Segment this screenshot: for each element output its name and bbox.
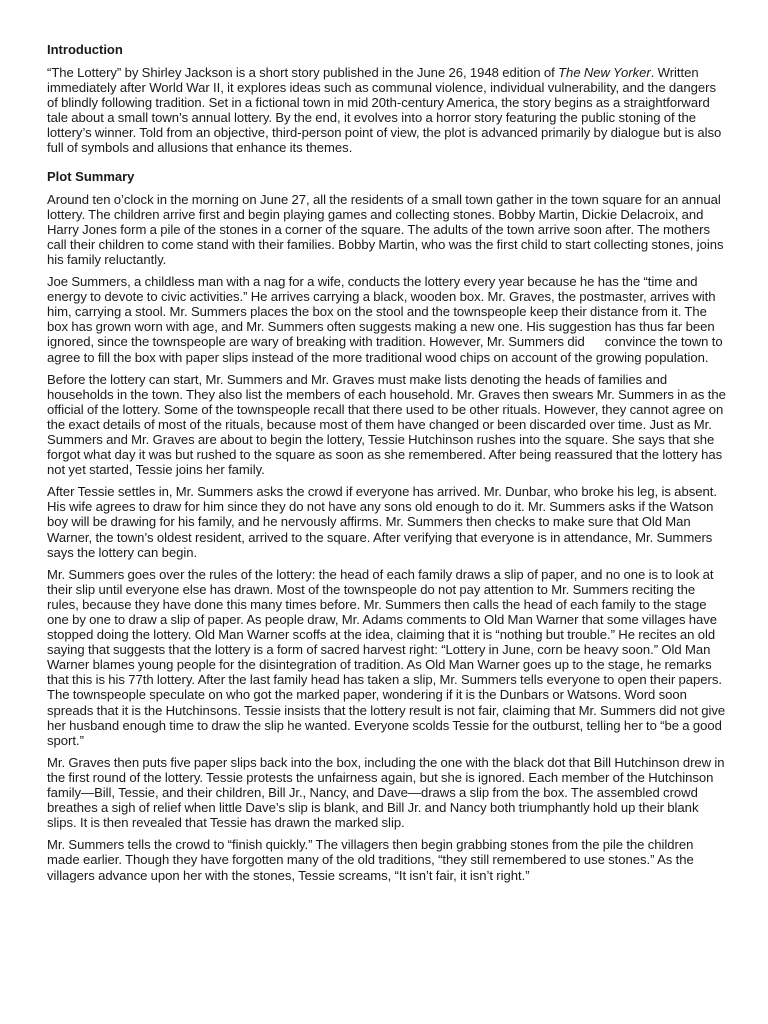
plot-paragraph-4: After Tessie settles in, Mr. Summers asks the crowd if everyone has arrived. Mr. Dunbar, who broke his leg, is absent. His wife agrees to draw for him since they do not have any sons old enough to do it. Mr. Summers asks if the Watson boy will be drawing for his family, and he nervously affirms. Mr. Summers then checks to make sure that Old Man Warner, the town’s oldest resident, arrived to the square. After verifying that everyone is in attendance, Mr. Summers says the lottery can begin.	[47, 484, 717, 560]
plot-paragraph-2-part-a: Joe Summers, a childless man with a nag for a wife, conducts the lottery every year because he has the “time and energy to devote to civic activities.” He arrives carrying a black, wooden box. Mr. Graves, the postmaster, arrives with him, carrying a stool. Mr. Summers places the box on the stool and the townspeople keep their distance from it. The box has grown worn with age, and Mr. Summers often suggests making a new one. His suggestion has thus far been ignored, since the townspeople are wary of breaking with tradition. However, Mr. Summers did	[47, 274, 716, 350]
plot-paragraph-3: Before the lottery can start, Mr. Summers and Mr. Graves must make lists denoting the heads of families and households in the town. They also list the members of each household. Mr. Graves then swears Mr. Summers in as the official of the lottery. Some of the townspeople recall that there used to be other rituals. However, they cannot agree on the exact details of most of the rituals, because most of them have changed or been discarded over time. Just as Mr. Summers and Mr. Graves are about to begin the lottery, Tessie Hutchinson rushes into the square. She says that she forgot what day it was but rushed to the square as soon as she remembered. After being reassured that the lottery has not yet started, Tessie joins her family.	[47, 371, 726, 478]
plot-paragraph-2	[47, 274, 727, 365]
intro-paragraph	[47, 65, 727, 156]
plot-paragraph-7: Mr. Summers tells the crowd to “finish quickly.” The villagers then begin grabbing stones from the pile the children made earlier. Though they have forgotten many of the old traditions, “they still remembered to use stones.” As the villagers advance upon her with the stones, Tessie screams, “It isn’t fair, it isn’t right.”	[47, 837, 694, 883]
plot-paragraph-6: Mr. Graves then puts five paper slips back into the box, including the one with the black dot that Bill Hutchinson drew in the first round of the lottery. Tessie protests the unfairness again, but she is ignored. Each member of the Hutchinson family—Bill, Tessie, and their children, Bill Jr., Nancy, and Dave—draws a slip from the box. The assembled crowd breathes a sigh of relief when little Dave’s slip is blank, and Bill Jr. and Nancy both triumphantly hold up their blank slips. It is then revealed that Tessie has drawn the marked slip.	[47, 754, 725, 831]
publication-title: The New Yorker	[558, 65, 651, 80]
plot-summary-heading: Plot Summary	[47, 168, 135, 184]
intro-rest-text: . Written immediately after World War II, it explores ideas such as communal violence, individual vulnerability, and the dangers of blindly following tradition. Set in a fictional town in mid 20th-century America, the story begins as a straightforward tale about a small town’s annual lottery. By the end, it evolves into a horror story featuring the public stoning of the lottery’s winner. Told from an objective, third-person point of view, the plot is advanced primarily by dialogue but is also full of symbols and allusions that enhance its themes.	[47, 65, 722, 156]
intro-lead-text: “The Lottery” by Shirley Jackson is a short story published in the June 26, 1948 edition of	[47, 65, 559, 80]
plot-paragraph-5: Mr. Summers goes over the rules of the lottery: the head of each family draws a slip of paper, and no one is to look at their slip until everyone else has drawn. Most of the townspeople do not pay attention to Mr. Summers reciting the rules, because they have done this many times before. Mr. Summers then calls the head of each family to the stage one by one to draw a slip of paper. As people draw, Mr. Adams comments to Old Man Warner that some villages have stopped doing the lottery. Old Man Warner scoffs at the idea, claiming that it is “nothing but trouble.” He recites an old saying that suggests that the lottery is a form of sacred harvest right: “Lottery in June, corn be heavy soon.” Old Man Warner blames young people for the disintegration of tradition. As Old Man Warner goes up to the stage, he remarks that this is his 77th lottery. After the last family head has taken a slip, Mr. Summers tells everyone to open their papers. The townspeople speculate on who got the marked paper, wondering if it is the Dunbars or Watsons. Word soon spreads that it is the Hutchinsons. Tessie insists that the lottery result is not fair, claiming that Mr. Summers did not give her husband enough time to draw the slip he wanted. Everyone scolds Tessie for the outburst, telling her to “be a good sport.”	[47, 566, 726, 748]
plot-paragraph-1: Around ten o’clock in the morning on June 27, all the residents of a small town gather in the town square for an annual lottery. The children arrive first and begin playing games and collecting stones. Bobby Martin, Dickie Delacroix, and Harry Jones form a pile of the stones in a corner of the square. The adults of the town arrive soon after. The mothers call their children to come stand with their families. Bobby Martin, who was the first child to start collecting stones, joins his family reluctantly.	[47, 191, 724, 267]
intro-heading: Introduction	[47, 42, 123, 57]
document-page	[47, 42, 727, 890]
plot-paragraph-2-part-b: convince the town to agree to fill the box with paper slips instead of the more traditional wood chips on account of the growing population.	[47, 334, 723, 365]
